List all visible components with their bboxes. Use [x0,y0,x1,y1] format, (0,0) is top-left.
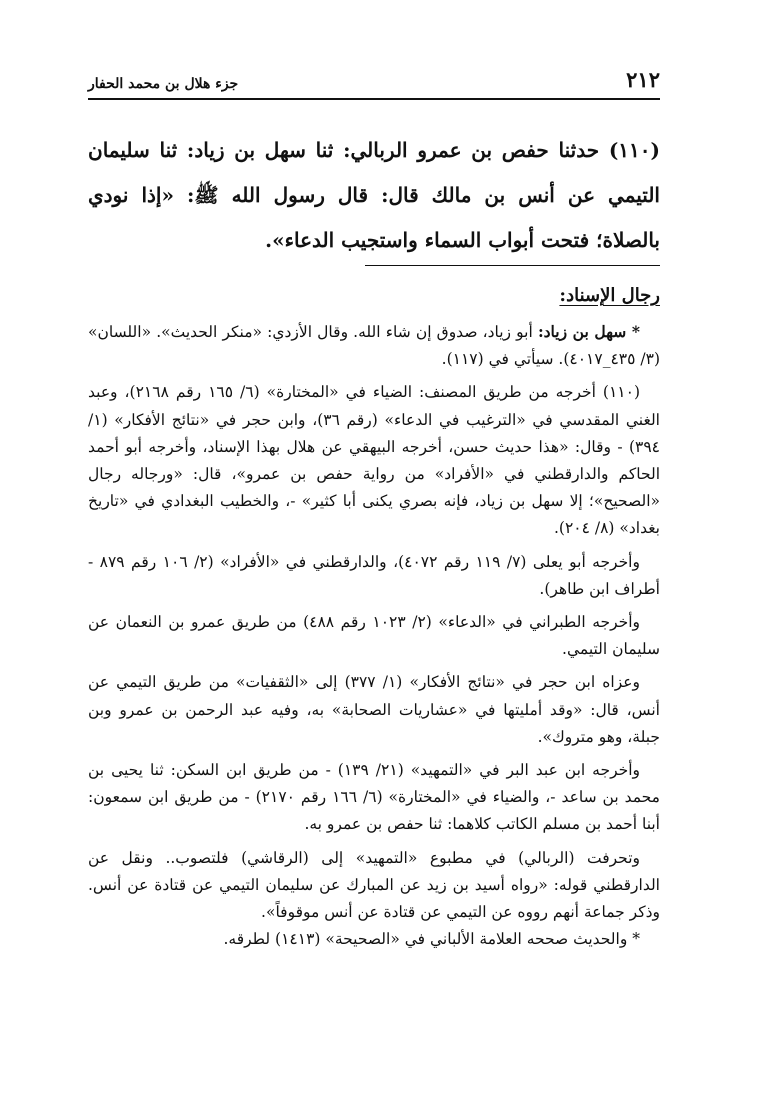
footnote-paragraph: وعزاه ابن حجر في «نتائج الأفكار» (١/ ٣٧٧) إلى «الثقفيات» من طريق التيمي عن أنس، قال: «وقد أمليتها في «عشاريات الصحابة» به، وفيه عبد الرحمن بن عمرو وبن جبلة، وهو متروك». [88,673,660,746]
narrator-name: * سهل بن زياد: [537,322,640,341]
narrator-note [88,318,660,373]
footnote-paragraph: * والحديث صححه العلامة الألباني في «الصحيحة» (١٤١٣) لطرقه. [223,930,640,949]
hadith-text [88,128,660,263]
running-title: جزء هلال بن محمد الحفار [88,76,239,92]
page-number: ٢١٢ [626,67,660,92]
header-rule [88,98,660,100]
page-header [88,62,660,92]
footnote-paragraph: وتحرفت (الربالي) في مطبوع «التمهيد» إلى (الرقاشي) فلتصوب.. ونقل عن الدارقطني قوله: «رواه أسيد بن زيد عن المبارك عن سليمان التيمي عن قتادة عن أنس. وذكر جماعة أنهم رووه عن التيمي عن قتادة عن أنس موقوفاً». [88,848,660,922]
hadith-isnad: (١١٠) حدثنا حفص بن عمرو الربالي: ثنا سهل بن زياد: ثنا سليمان التيمي عن أنس بن مالك قال: قال رسول الله ﷺ: [88,138,660,207]
footnote-separator [365,265,660,266]
footnotes [88,318,660,953]
section-heading [88,283,660,309]
footnote-paragraph: وأخرجه الطبراني في «الدعاء» (٢/ ١٠٢٣ رقم ٤٨٨) من طريق عمرو بن النعمان عن سليمان التيمي. [88,613,660,659]
narrator-text: أبو زياد، صدوق إن شاء الله. وقال الأزدي: «منكر الحديث». «اللسان» (٣/ ٤٣٥_٤٠١٧). سيأتي في (١١٧). [88,323,660,369]
footnote-paragraph: وأخرجه أبو يعلى (٧/ ١١٩ رقم ٤٠٧٢)، والدارقطني في «الأفراد» (٢/ ١٠٦ رقم ٨٧٩ - أطراف ابن طاهر). [88,552,660,598]
footnote-paragraph: (١١٠) أخرجه من طريق المصنف: الضياء في «المختارة» (٦/ ١٦٥ رقم ٢١٦٨)، وعبد الغني المقدسي في «الترغيب في الدعاء» (رقم ٣٦)، وابن حجر في «نتائج الأفكار» (١/ ٣٩٤) - وقال: «هذا حديث حسن، أخرجه البيهقي عن هلال بهذا الإسناد، وأخرجه أبو أحمد الحاكم والدارقطني في «الأفراد» من رواية حفص بن عمرو»، قال: «ورجاله رجال «الصحيح»؛ إلا سهل بن زياد، فإنه بصري يكنى أبا كثير» -، والخطيب البغدادي في «تاريخ بغداد» (٨/ ٢٠٤). [88,383,660,538]
footnote-paragraph: وأخرجه ابن عبد البر في «التمهيد» (٢١/ ١٣٩) - من طريق ابن السكن: ثنا يحيى بن محمد بن ساعد -، والضياء في «المختارة» (٦/ ١٦٦ رقم ٢١٧٠) - من طريق ابن سمعون: أبنا أحمد بن مسلم الكاتب كلاهما: ثنا حفص بن عمرو به. [88,761,660,834]
hadith-matn: «إذا نودي بالصلاة؛ فتحت أبواب السماء واستجيب الدعاء». [88,183,660,252]
section-heading-label: رجال الإسناد: [559,285,660,306]
